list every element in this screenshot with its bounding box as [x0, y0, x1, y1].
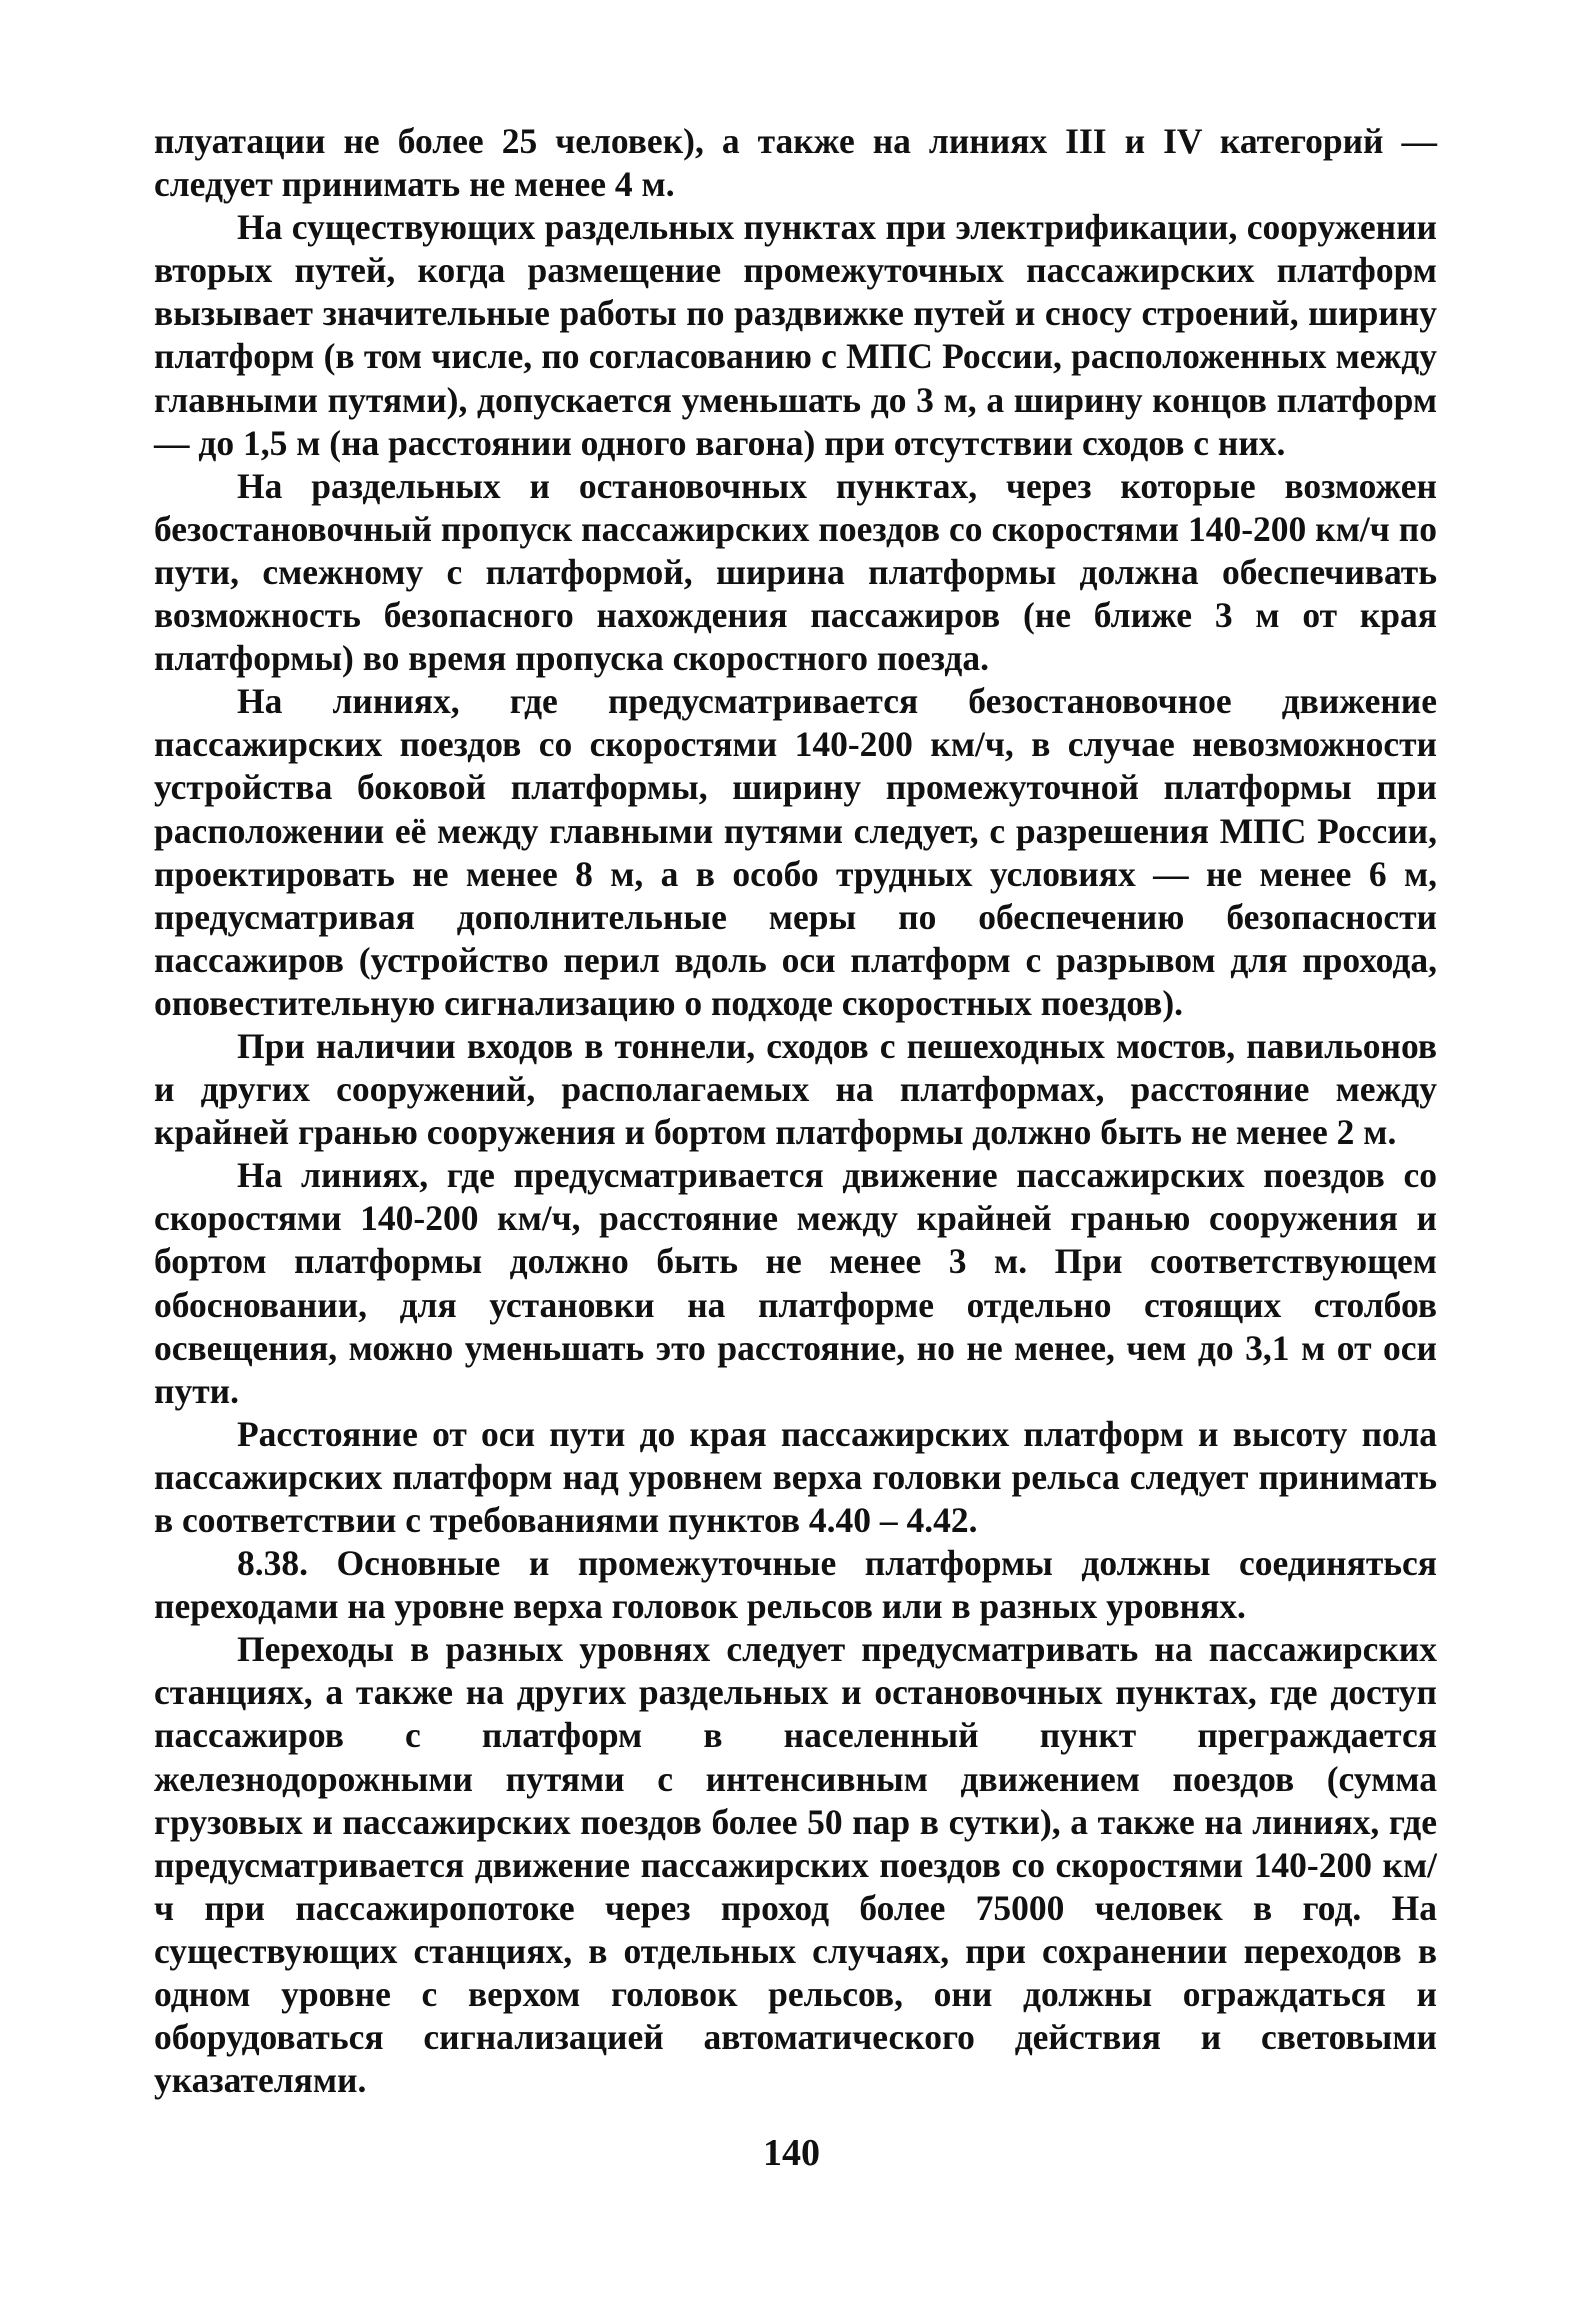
page-number: 140 — [763, 2132, 820, 2174]
body-text — [154, 120, 1437, 2102]
paragraph-intermediate-platform: На линиях, где предусматривается безостановочное движение пассажирских поездов со скоростями 140-200 км/ч, в случае невозможности устройства боковой платформы, ширину промежуточной платформы при расположении её между главными путями следует, с разрешения МПС России, проектировать не менее 8 м, а в особо трудных условиях — не менее 6 м, предусматривая дополнительные меры по обеспечению безопасности пассажиров (устройство перил вдоль оси платформ с разрывом для прохода, оповестительную сигнализацию о подходе скоростных поездов). — [154, 681, 1437, 1023]
paragraph-continuation: плуатации не более 25 человек), а также на линиях III и IV категорий — следует принимать не менее 4 м. — [154, 121, 1437, 205]
paragraph-crossings: Переходы в разных уровнях следует предусматривать на пассажирских станциях, а также на других раздельных и остановочных пунктах, где доступ пассажиров с платформ в населенный пункт преграждается железнодорожными путями с интенсивным движением поездов (сумма грузовых и пассажирских поездов более 50 пар в сутки), а также на линиях, где предусматривается движение пассажирских поездов со скоростями 140-200 км/ч при пассажиропотоке через проход более 75000 человек в год. На существующих станциях, в отдельных случаях, при сохранении переходов в одном уровне с верхом головок рельсов, они должны ограждаться и оборудоваться сигнализацией автоматического действия и световыми указателями. — [154, 1629, 1437, 2101]
paragraph-section-8-38: 8.38. Основные и промежуточные платформы должны соединяться переходами на уровне верха головок рельсов или в разных уровнях. — [154, 1543, 1437, 1627]
paragraph-nonstop-pass: На раздельных и остановочных пунктах, через которые возможен безостановочный пропуск пассажирских поездов со скоростями 140-200 км/ч по пути, смежному с платформой, ширина платформы должна обеспечивать возможность безопасного нахождения пассажиров (не ближе 3 м от края платформы) во время пропуска скоростного поезда. — [154, 465, 1437, 679]
paragraph-axis-distance: Расстояние от оси пути до края пассажирских платформ и высоту пола пассажирских платформ над уровнем верха головки рельса следует принимать в соответствии с требованиями пунктов 4.40 – 4.42. — [154, 1413, 1437, 1540]
paragraph-existing-points: На существующих раздельных пунктах при электрификации, сооружении вторых путей, когда размещение промежуточных пассажирских платформ вызывает значительные работы по раздвижке путей и сносу строений, ширину платформ (в том числе, по согласованию с МПС России, расположенных между главными путями), допускается уменьшать до 3 м, а ширину концов платформ — до 1,5 м (на расстоянии одного вагона) при отсутствии сходов с них. — [154, 207, 1437, 463]
paragraph-structures-distance: При наличии входов в тоннели, сходов с пешеходных мостов, павильонов и других сооружений, располагаемых на платформах, расстояние между крайней гранью сооружения и бортом платформы должно быть не менее 2 м. — [154, 1025, 1437, 1153]
paragraph-high-speed-distance: На линиях, где предусматривается движение пассажирских поездов со скоростями 140-200 км/ч, расстояние между крайней гранью сооружения и бортом платформы должно быть не менее 3 м. При соответствующем обосновании, для установки на платформе отдельно стоящих столбов освещения, можно уменьшать это расстояние, но не менее, чем до 3,1 м от оси пути. — [154, 1155, 1437, 1411]
